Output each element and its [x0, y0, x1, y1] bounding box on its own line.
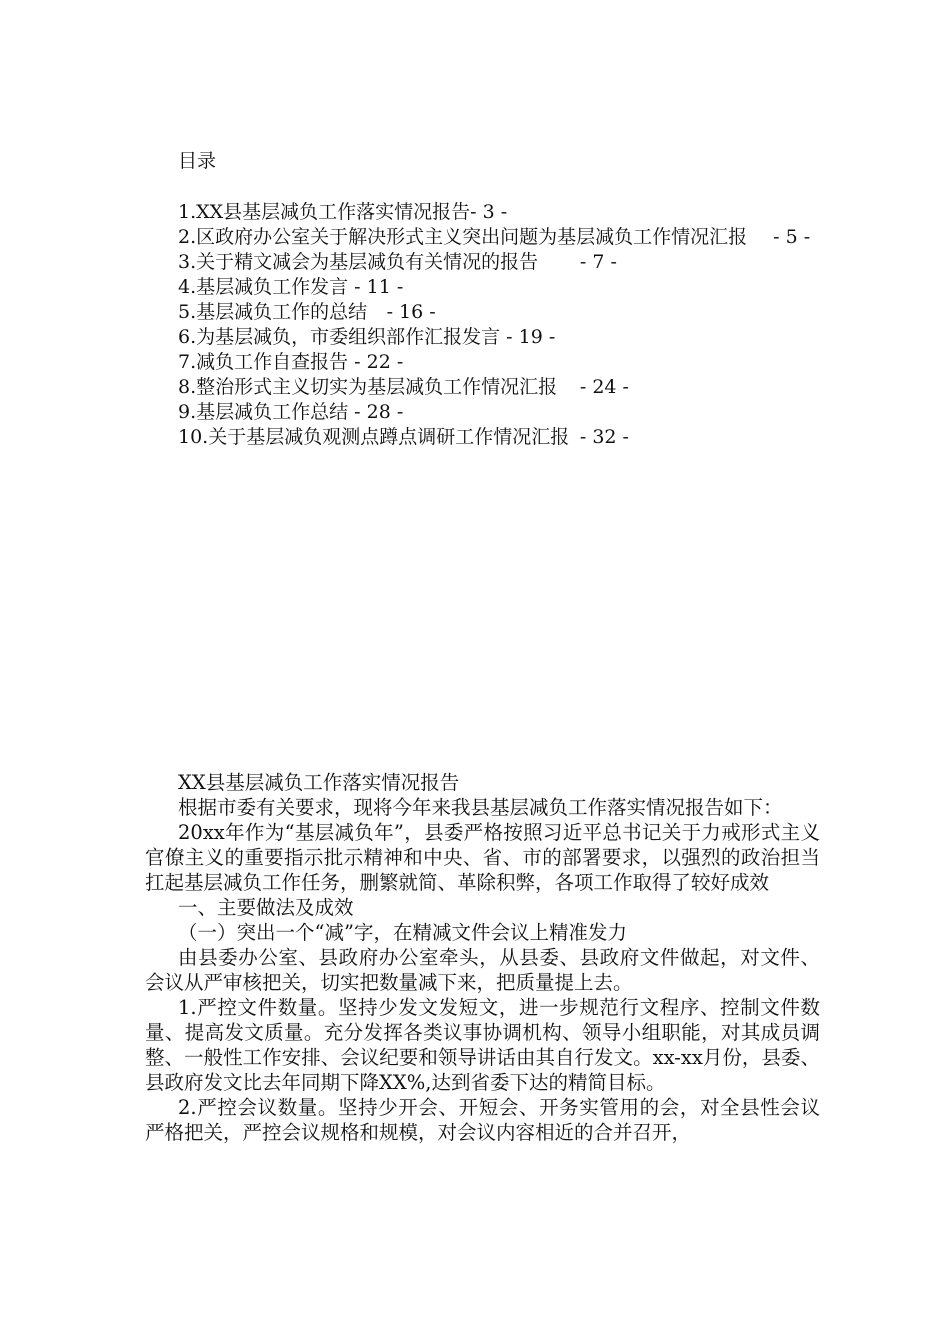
toc-title: 目录 — [178, 150, 217, 172]
toc-item[interactable]: 9.基层减负工作总结 - 28 - — [178, 401, 404, 423]
paragraph: 2.严控会议数量。坚持少开会、开短会、开务实管用的会，对全县性会议严格把关，严控会议规格和规模，对会议内容相近的合并召开， — [145, 1096, 820, 1144]
section-heading: 一、主要做法及成效 — [178, 896, 354, 919]
paragraph: 根据市委有关要求，现将今年来我县基层减负工作落实情况报告如下： — [178, 796, 783, 819]
paragraph: 1.严控文件数量。坚持少发文发短文，进一步规范行文程序、控制文件数量、提高发文质量。充分发挥各类议事协调机构、领导小组职能，对其成员调整、一般性工作安排、会议纪要和领导讲话由其自行发文。xx-xx月份，县委、县政府发文比去年同期下降XX%,达到省委下达的精简目标。 — [145, 996, 820, 1094]
report-title: XX县基层减负工作落实情况报告 — [178, 771, 460, 794]
paragraph: 20xx年作为“基层减负年”，县委严格按照习近平总书记关于力戒形式主义官僚主义的重要指示批示精神和中央、省、市的部署要求，以强烈的政治担当扛起基层减负工作任务，删繁就简、革除积弊，各项工作取得了较好成效 — [145, 821, 820, 894]
toc-item[interactable]: 4.基层减负工作发言 - 11 - — [178, 276, 404, 298]
toc-item[interactable]: 8.整治形式主义切实为基层减负工作情况汇报 - 24 - — [178, 376, 629, 398]
toc-item[interactable]: 1.XX县基层减负工作落实情况报告- 3 - — [178, 201, 508, 223]
toc-item[interactable]: 2.区政府办公室关于解决形式主义突出问题为基层减负工作情况汇报 - 5 - — [178, 226, 811, 248]
paragraph: 由县委办公室、县政府办公室牵头，从县委、县政府文件做起，对文件、会议从严审核把关，切实把数量减下来，把质量提上去。 — [145, 946, 820, 994]
subsection-heading: （一）突出一个“减”字，在精减文件会议上精准发力 — [178, 921, 627, 944]
toc-item[interactable]: 6.为基层减负，市委组织部作汇报发言 - 19 - — [178, 326, 556, 348]
toc-item[interactable]: 10.关于基层减负观测点蹲点调研工作情况汇报 - 32 - — [178, 426, 629, 448]
toc-item[interactable]: 3.关于精文减会为基层减负有关情况的报告 - 7 - — [178, 251, 617, 273]
toc-item[interactable]: 5.基层减负工作的总结 - 16 - — [178, 301, 436, 323]
toc-item[interactable]: 7.减负工作自查报告 - 22 - — [178, 351, 404, 373]
report-body — [145, 770, 820, 1145]
table-of-contents — [145, 200, 825, 450]
